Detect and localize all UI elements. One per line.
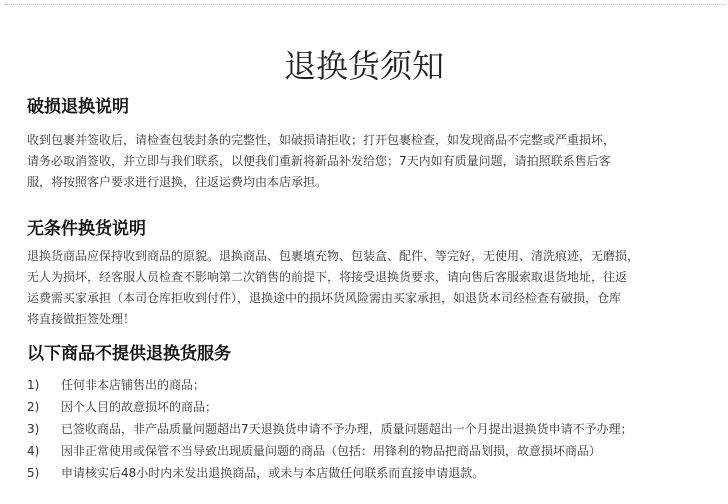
body-line: 退换货商品应保持收到商品的原貌。退换商品、包裹填充物、包装盒、配件、等完好，无使用、清洗痕迹，无磨损， (27, 249, 640, 263)
section-heading-no-return: 以下商品不提供退换货服务 (27, 344, 231, 364)
list-item-number: 2) (27, 400, 40, 414)
list-item-number: 1) (27, 378, 40, 392)
page-title: 退换货须知 (283, 47, 444, 85)
body-line: 服，将按照客户要求进行退换，往返运费均由本店承担。 (27, 175, 328, 189)
list-item (27, 418, 633, 440)
list-item-text: 因非正常使用或保管不当导致出现质量问题的商品（包括：用锋利的物品把商品划损，故意损坏商品） (61, 444, 602, 458)
list-item (27, 440, 633, 462)
body-line: 将直接做拒签处理！ (27, 312, 136, 326)
no-return-list (27, 374, 633, 484)
list-item (27, 462, 633, 484)
top-dotted-divider (4, 4, 724, 5)
section-body-damage (27, 130, 707, 193)
section-heading-unconditional: 无条件换货说明 (27, 219, 146, 239)
section-body-unconditional (27, 246, 707, 330)
body-line: 无人为损坏，经客服人员检查不影响第二次销售的前提下，将接受退换货要求，请向售后客服索取退货地址，往返 (27, 270, 628, 284)
list-item-text: 因个人目的故意损坏的商品； (61, 400, 218, 414)
section-heading-damage: 破损退换说明 (27, 97, 129, 117)
list-item-text: 已签收商品，非产品质量问题超出7天退换货申请不予办理，质量问题超出一个月提出退换货申请不予办理； (61, 422, 633, 436)
body-line: 请务必取消签收，并立即与我们联系，以便我们重新将新品补发给您；7天内如有质量问题，请拍照联系售后客 (27, 154, 611, 168)
list-item-number: 5) (27, 466, 40, 480)
body-line: 运费需买家承担（本司仓库拒收到付件），退换途中的损坏货风险需由买家承担，如退货本司经检查有破损，仓库 (27, 291, 622, 305)
list-item-number: 4) (27, 444, 40, 458)
list-item-number: 3) (27, 422, 40, 436)
list-item-text: 任何非本店铺售出的商品； (61, 378, 206, 392)
body-line: 收到包裹并签收后，请检查包装封条的完整性，如破损请拒收；打开包裹检查，如发现商品不完整或严重损坏， (27, 133, 616, 147)
list-item (27, 374, 633, 396)
list-item-text: 申请核实后48小时内未发出退换商品，或未与本店做任何联系而直接申请退款。 (61, 466, 485, 480)
list-item (27, 396, 633, 418)
